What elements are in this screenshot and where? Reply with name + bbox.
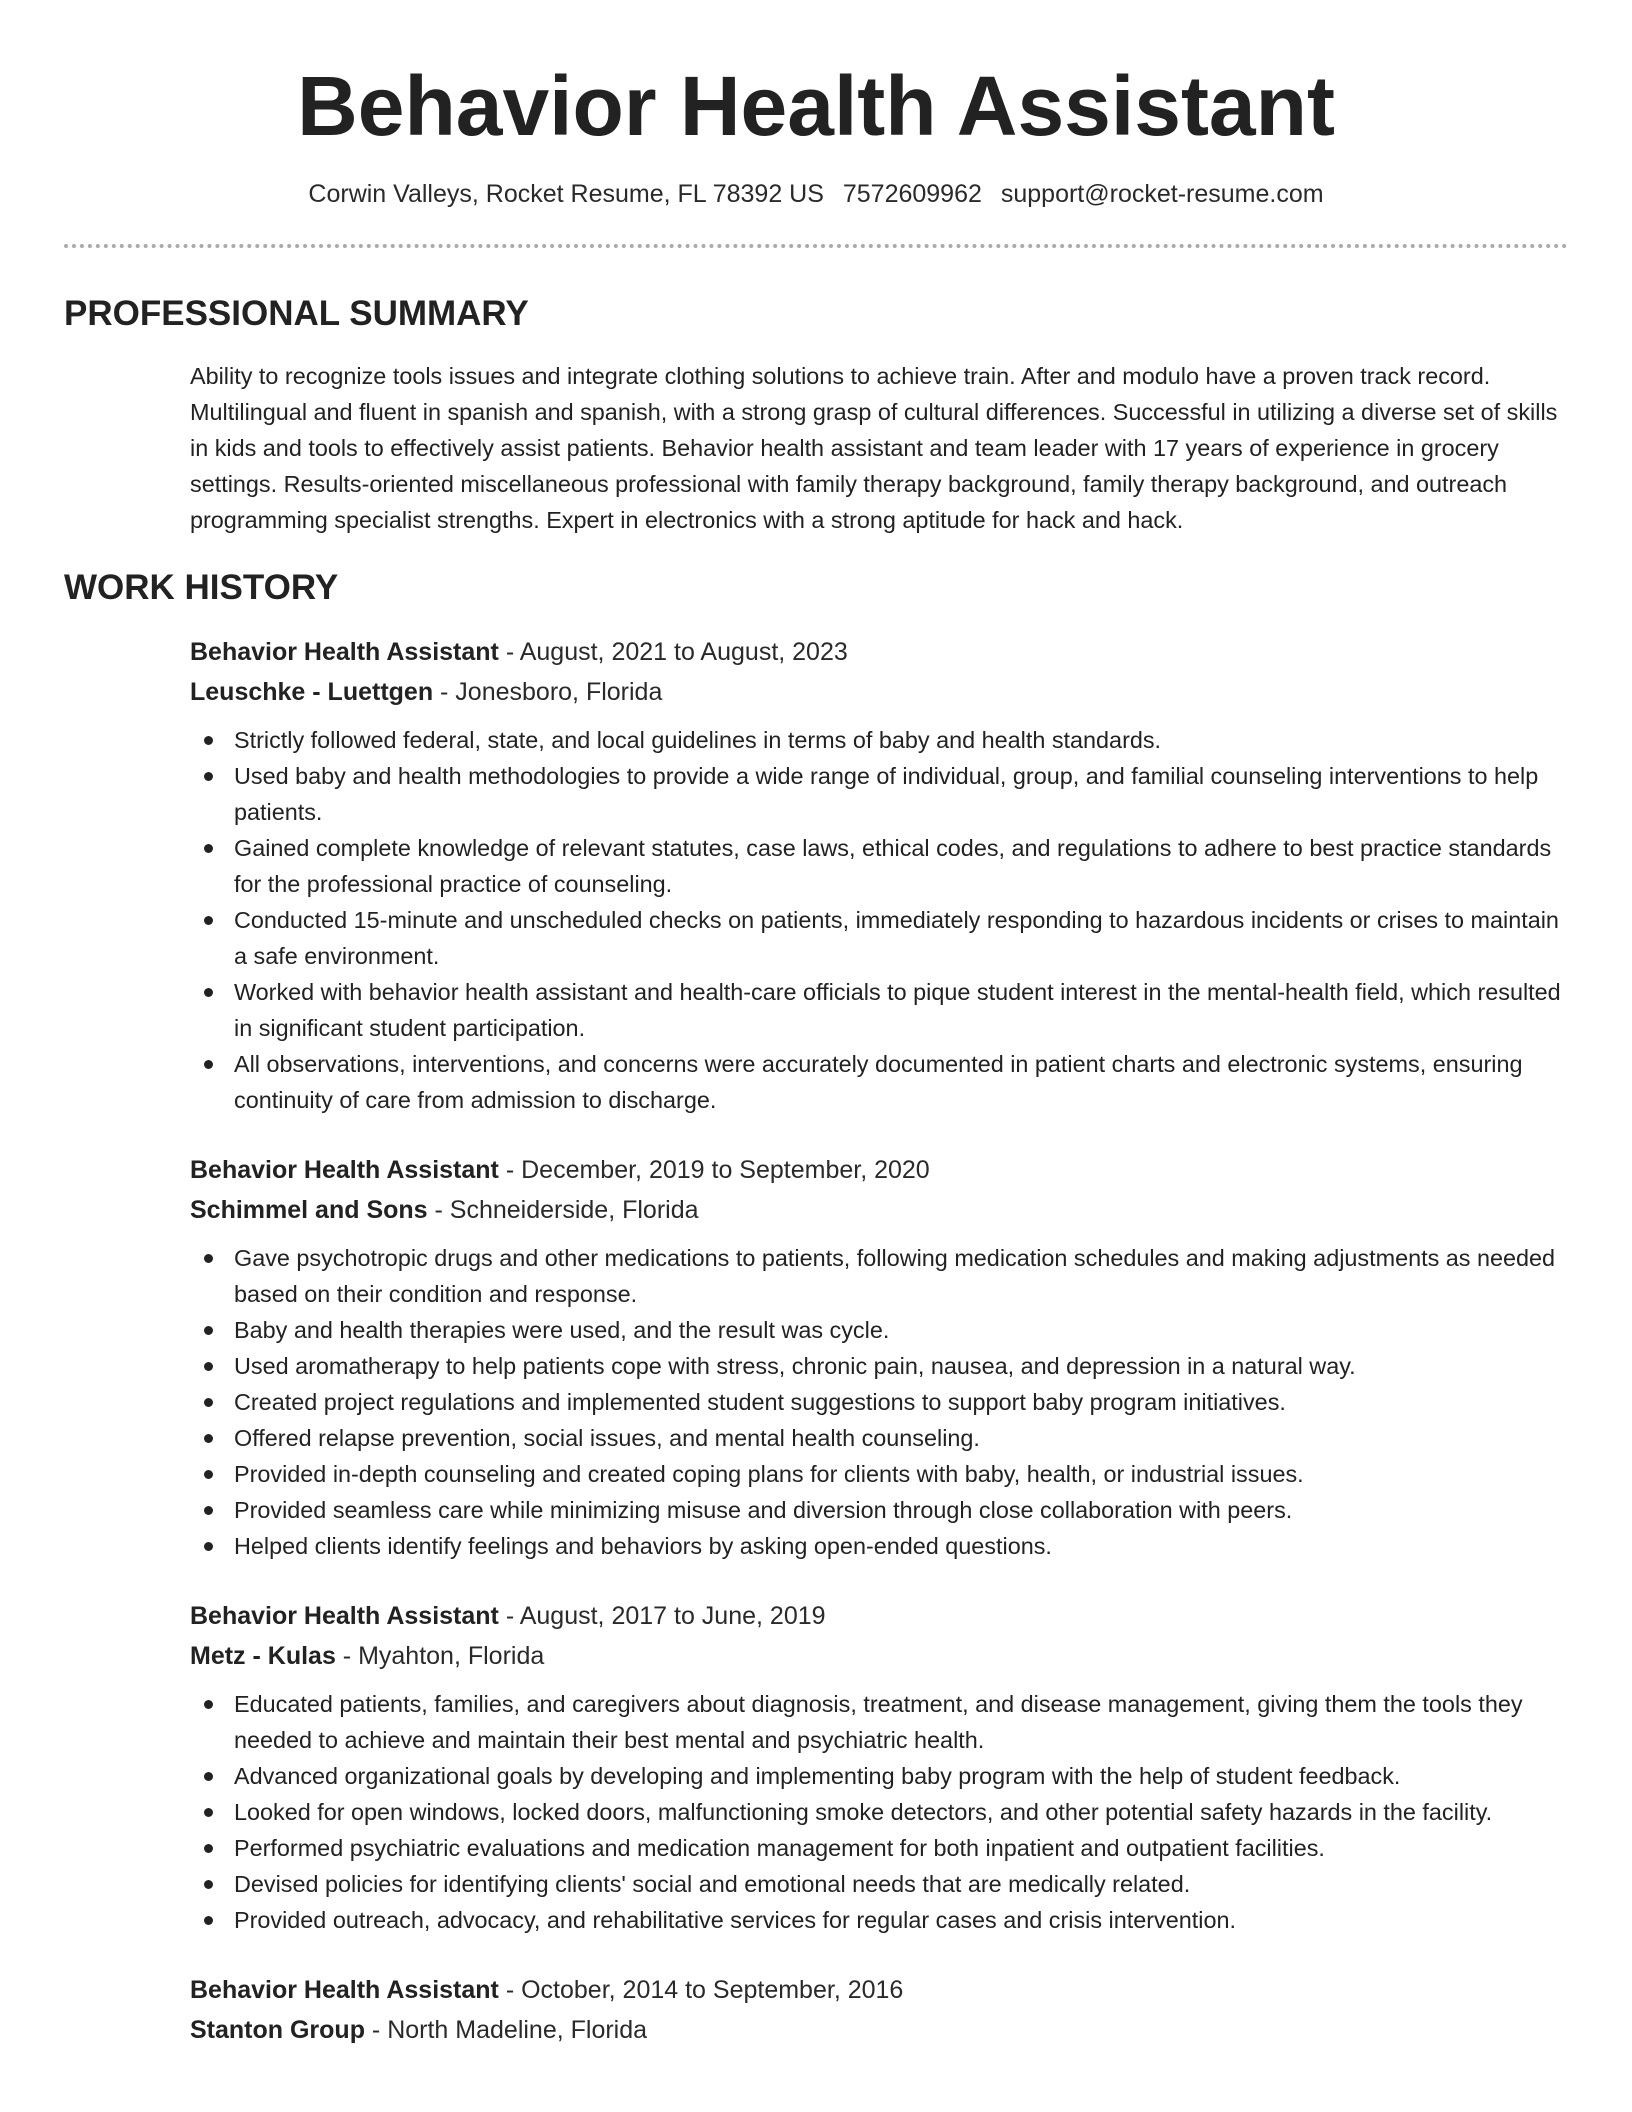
- list-item: Helped clients identify feelings and behaviors by asking open-ended questions.: [234, 1528, 1568, 1564]
- contact-address: Corwin Valleys, Rocket Resume, FL 78392 US: [308, 180, 824, 208]
- job-company-line: [190, 1636, 1568, 1676]
- contact-line: [64, 178, 1568, 210]
- list-item: Advanced organizational goals by developing and implementing baby program with the help of student feedback.: [234, 1758, 1568, 1794]
- job-role: Behavior Health Assistant: [190, 1156, 499, 1184]
- job-role: Behavior Health Assistant: [190, 638, 499, 666]
- list-item: Strictly followed federal, state, and local guidelines in terms of baby and health standards.: [234, 722, 1568, 758]
- job-dates: - October, 2014 to September, 2016: [498, 1976, 904, 2004]
- job-dates: - December, 2019 to September, 2020: [498, 1156, 930, 1184]
- job-location: - Jonesboro, Florida: [433, 678, 663, 706]
- list-item: All observations, interventions, and concerns were accurately documented in patient charts and electronic systems, ensuring continuity of care from admission to discharge.: [234, 1046, 1568, 1118]
- list-item: Used aromatherapy to help patients cope with stress, chronic pain, nausea, and depression in a natural way.: [234, 1348, 1568, 1384]
- list-item: Provided in-depth counseling and created coping plans for clients with baby, health, or industrial issues.: [234, 1456, 1568, 1492]
- list-item: Devised policies for identifying clients' social and emotional needs that are medically related.: [234, 1866, 1568, 1902]
- job-company: Schimmel and Sons: [190, 1196, 428, 1224]
- list-item: Looked for open windows, locked doors, malfunctioning smoke detectors, and other potential safety hazards in the facility.: [234, 1794, 1568, 1830]
- job-role: Behavior Health Assistant: [190, 1976, 499, 2004]
- list-item: Conducted 15-minute and unscheduled checks on patients, immediately responding to hazardous incidents or crises to maintain a safe environment.: [234, 902, 1568, 974]
- job-title-line: [190, 1150, 1568, 1190]
- list-item: Baby and health therapies were used, and the result was cycle.: [234, 1312, 1568, 1348]
- job-bullets: [190, 722, 1568, 1118]
- work-history-heading: WORK HISTORY: [64, 568, 339, 607]
- job-role: Behavior Health Assistant: [190, 1602, 499, 1630]
- job-entry: [190, 632, 1568, 1118]
- summary-heading: PROFESSIONAL SUMMARY: [64, 294, 529, 333]
- list-item: Gave psychotropic drugs and other medications to patients, following medication schedules and making adjustments as needed based on their condition and response.: [234, 1240, 1568, 1312]
- job-company-line: [190, 2010, 1568, 2050]
- job-company: Stanton Group: [190, 2016, 365, 2044]
- list-item: Created project regulations and implemented student suggestions to support baby program initiatives.: [234, 1384, 1568, 1420]
- list-item: Gained complete knowledge of relevant statutes, case laws, ethical codes, and regulations to adhere to best practice standards for the professional practice of counseling.: [234, 830, 1568, 902]
- summary-text: Ability to recognize tools issues and integrate clothing solutions to achieve train. After and modulo have a proven track record. Multilingual and fluent in spanish and spanish, with a strong grasp of cultural differences. Successful in utilizing a diverse set of skills in kids and tools to effectively assist patients. Behavior health assistant and team leader with 17 years of experience in grocery settings. Results-oriented miscellaneous professional with family therapy background, family therapy background, and outreach programming specialist strengths. Expert in electronics with a strong aptitude for hack and hack.: [190, 363, 1558, 533]
- header-divider: [64, 244, 1568, 248]
- job-title-line: [190, 632, 1568, 672]
- job-title-line: [190, 1970, 1568, 2010]
- list-item: Offered relapse prevention, social issues, and mental health counseling.: [234, 1420, 1568, 1456]
- contact-email: support@rocket-resume.com: [1000, 180, 1324, 208]
- job-location: - Schneiderside, Florida: [427, 1196, 699, 1224]
- list-item: Provided outreach, advocacy, and rehabilitative services for regular cases and crisis intervention.: [234, 1902, 1568, 1938]
- job-company-line: [190, 1190, 1568, 1230]
- candidate-name: Behavior Health Assistant: [297, 59, 1335, 153]
- list-item: Educated patients, families, and caregivers about diagnosis, treatment, and disease management, giving them the tools they needed to achieve and maintain their best mental and psychiatric health.: [234, 1686, 1568, 1758]
- job-entry: [190, 1970, 1568, 2050]
- job-company-line: [190, 672, 1568, 712]
- job-entry: [190, 1596, 1568, 1938]
- job-location: - Myahton, Florida: [335, 1642, 545, 1670]
- job-company: Metz - Kulas: [190, 1642, 336, 1670]
- resume-page: [64, 0, 1568, 2050]
- list-item: Provided seamless care while minimizing misuse and diversion through close collaboration with peers.: [234, 1492, 1568, 1528]
- list-item: Performed psychiatric evaluations and medication management for both inpatient and outpatient facilities.: [234, 1830, 1568, 1866]
- contact-phone: 7572609962: [842, 180, 982, 208]
- job-bullets: [190, 1240, 1568, 1564]
- job-dates: - August, 2021 to August, 2023: [498, 638, 848, 666]
- job-company: Leuschke - Luettgen: [190, 678, 434, 706]
- list-item: Used baby and health methodologies to provide a wide range of individual, group, and familial counseling interventions to help patients.: [234, 758, 1568, 830]
- job-location: - North Madeline, Florida: [364, 2016, 648, 2044]
- job-bullets: [190, 1686, 1568, 1938]
- job-dates: - August, 2017 to June, 2019: [498, 1602, 826, 1630]
- list-item: Worked with behavior health assistant and health-care officials to pique student interest in the mental-health field, which resulted in significant student participation.: [234, 974, 1568, 1046]
- job-entry: [190, 1150, 1568, 1564]
- job-title-line: [190, 1596, 1568, 1636]
